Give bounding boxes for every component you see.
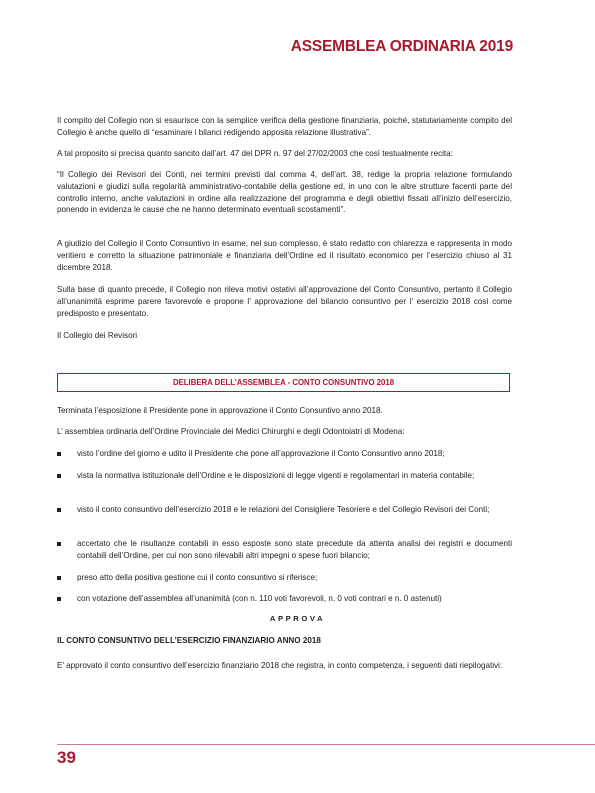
footer-divider	[57, 744, 595, 745]
list-item: visto il conto consuntivo dell’esercizio 2018 e le relazioni del Consigliere Tesoriere e del Collegio Revisori dei Conti;	[57, 504, 512, 516]
intro-terminata: Terminata l’esposizione il Presidente pone in approvazione il Conto Consuntivo anno 2018.	[57, 406, 383, 415]
bullet-square-icon	[57, 576, 61, 580]
paragraph-collegio-compito: Il compito del Collegio non si esaurisce con la semplice verifica della gestione finanziaria, poiché, statutariamente compito del Collegio è anche quello di “esaminare i bilanci redigendo apposita relazione illustrativa”.	[57, 116, 512, 137]
bullet-square-icon	[57, 542, 61, 546]
bullet-square-icon	[57, 508, 61, 512]
bullet-square-icon	[57, 452, 61, 456]
paragraph-quotation: “Il Collegio dei Revisori dei Conti, nei termini previsti dal comma 4, dell’art. 38, redige la propria relazione formulando valutazioni e giudizi sulla regolarità amministrativo-contabile della gestione ed, in uno con le altre strutture facenti parte del controllo interno, anche valutazioni in ordine alla realizzazione del programma e degli obiettivi fissati all’inizio dell’esercizio, ponendo in evidenza le cause che ne hanno determinato eventuali scostamenti”.	[57, 170, 512, 215]
conto-consuntivo-heading: IL CONTO CONSUNTIVO DELL’ESERCIZIO FINANZIARIO ANNO 2018	[57, 636, 321, 645]
paragraph-conclusion: Sulla base di quanto precede, il Collegio non rileva motivi ostativi all’approvazione del Conto Consuntivo, pertanto il Collegio all’unanimità esprime parere favorevole e propone l’ approvazione del bilancio consuntivo per l’ esercizio 2018 così come predisposto e presentato.	[57, 285, 512, 318]
list-item: con votazione dell’assemblea all’unanimità (con n. 110 voti favorevoli, n. 0 voti contrari e n. 0 astenuti)	[57, 593, 512, 605]
list-item: visto l’ordine del giorno e udito il Presidente che pone all’approvazione il Conto Consuntivo anno 2018;	[57, 448, 512, 460]
intro-assemblea: L’ assemblea ordinaria dell’Ordine Provinciale dei Medici Chirurghi e degli Odontoiatri di Modena:	[57, 427, 405, 436]
paragraph-art-47: A tal proposito si precisa quanto sancito dall’art. 47 del DPR n. 97 del 27/02/2003 che così testualmente recita:	[57, 149, 453, 158]
list-item: vista la normativa istituzionale dell’Ordine e le disposizioni di legge vigenti e regolamentari in materia contabile;	[57, 470, 512, 482]
list-item: accertato che le risultanze contabili in esso esposte sono state precedute da attenta analisi dei registri e documenti contabili dell’Ordine, per cui non sono rilevabili altri impegni o spese fuori bilancio;	[57, 538, 512, 562]
delibera-section-box: DELIBERA DELL’ASSEMBLEA - CONTO CONSUNTIVO 2018	[57, 373, 510, 392]
closing-paragraph: E’ approvato il conto consuntivo dell’esercizio finanziario 2018 che registra, in conto competenza, i seguenti dati riepilogativi:	[57, 661, 503, 670]
bullet-square-icon	[57, 474, 61, 478]
paragraph-giudizio: A giudizio del Collegio il Conto Consuntivo in esame, nel suo complesso, è stato redatto con chiarezza e rappresenta in modo veritiero e corretto la situazione patrimoniale e finanziaria dell’Ordine ed il risultato economico per l’esercizio chiuso al 31 dicembre 2018.	[57, 239, 512, 272]
page-header-title: ASSEMBLEA ORDINARIA 2019	[290, 38, 513, 55]
page-number: 39	[57, 748, 76, 767]
approva-heading: APPROVA	[269, 614, 326, 623]
paragraph-signature: Il Collegio dei Revisori	[57, 331, 138, 340]
bullet-square-icon	[57, 597, 61, 601]
list-item: preso atto della positiva gestione cui il conto consuntivo si riferisce;	[57, 572, 512, 584]
